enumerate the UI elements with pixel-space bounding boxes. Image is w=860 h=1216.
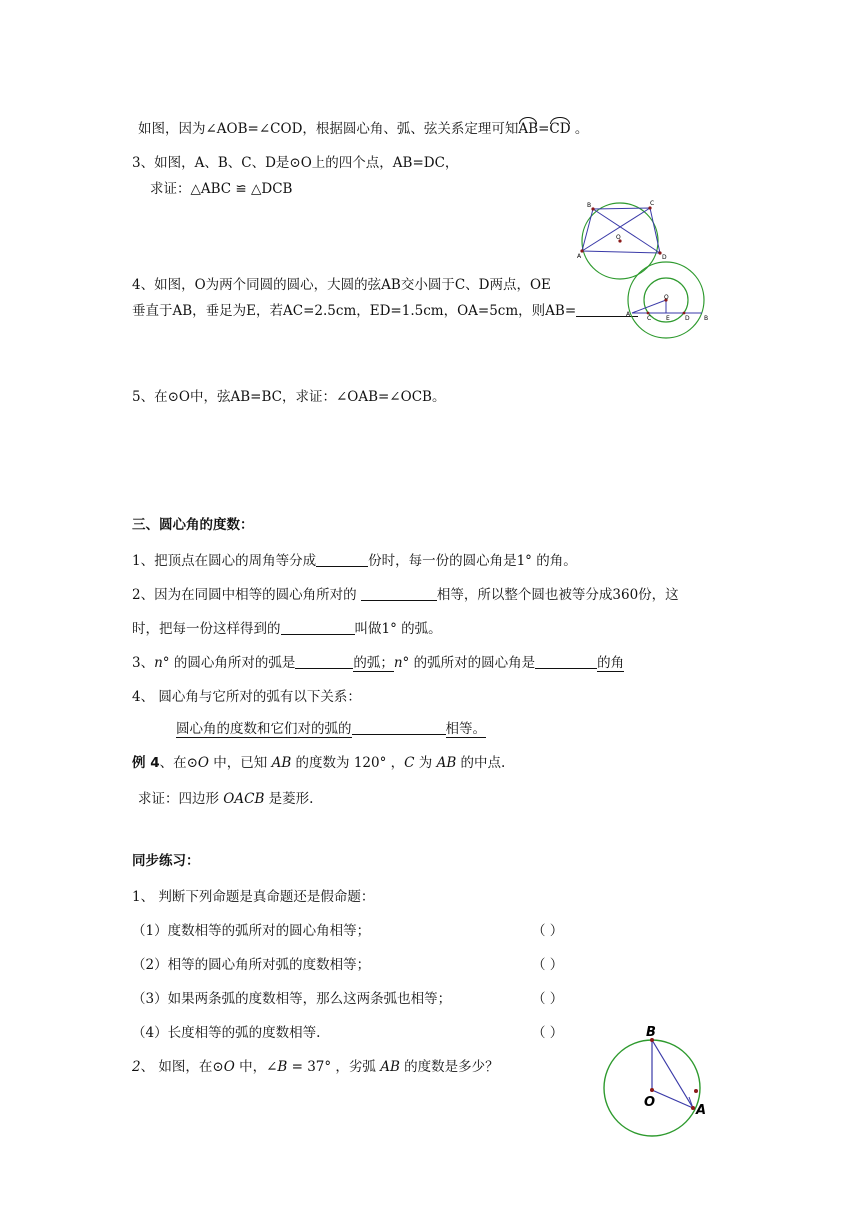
section3-heading: 三、圆心角的度数：: [132, 517, 254, 533]
ex4-oacb: OACB: [223, 791, 265, 807]
q2-d: 的度数是多少？: [399, 1059, 499, 1075]
q2-prefix: 2: [132, 1059, 141, 1075]
s3-item2: [132, 586, 679, 604]
fig4-label-d: D: [685, 315, 690, 322]
s3-item3-c: ° 的弧所对的圆心角是: [402, 655, 536, 671]
ex4-b: 中，已知: [208, 755, 272, 771]
s3-item1-blank[interactable]: [316, 552, 368, 567]
intro-line: [138, 120, 588, 138]
ex4-line2-b: 是菱形.: [264, 791, 314, 807]
s3-item2-blank2[interactable]: [281, 620, 355, 635]
intro-eq: =: [538, 121, 550, 137]
fig3-label-c: C: [650, 200, 655, 207]
fig4-label-e: E: [666, 315, 670, 322]
ex4-line2-a: 求证：四边形: [138, 791, 224, 807]
q4-line1: 4、如图，O为两个同圆的圆心，大圆的弦AB交小圆于C、D两点，OE: [132, 277, 551, 293]
fig3-label-b: B: [587, 202, 592, 209]
q4-line2-text: 垂直于AB，垂足为E，若AC=2.5cm，ED=1.5cm，OA=5cm，则AB=: [132, 303, 577, 319]
s3-item1: [132, 552, 577, 570]
q3-line2: 求证：△ABC ≌ △DCB: [150, 181, 293, 197]
paren-1[interactable]: （ ）: [532, 923, 564, 939]
s3-item2-c: 时，把每一份这样得到的: [132, 621, 281, 637]
s3-item3-prefix: 3、: [132, 655, 155, 671]
intro-text: 如图，因为∠AOB=∠COD，根据圆心角、弧、弦关系定理可知: [138, 121, 519, 137]
fig5-label-a: A: [696, 1103, 707, 1118]
figure-q4: [624, 262, 714, 342]
fig5-label-b: B: [646, 1025, 656, 1040]
paren-3[interactable]: （ ）: [532, 991, 564, 1007]
q3-line1: 3、如图，A、B、C、D是⊙O上的四个点，AB=DC，: [132, 155, 459, 171]
s3-item4-b: 相等。: [445, 721, 486, 737]
example4-line2: [138, 790, 313, 808]
practice-item-1: （1）度数相等的弧所对的圆心角相等；: [132, 923, 371, 939]
ex4-ab2: AB: [436, 755, 457, 771]
s3-item2-cont: [132, 620, 442, 638]
ex4-e: 的中点.: [456, 755, 506, 771]
s3-item1-b: 份时，每一份的圆心角是1° 的角。: [368, 553, 577, 569]
practice-q2: [132, 1058, 499, 1076]
example4-line1: [132, 754, 505, 772]
q2-a: 、 如图，在⊙: [140, 1059, 224, 1075]
s3-item3-d: 的角: [597, 655, 625, 671]
s3-item3-blank1[interactable]: [295, 654, 353, 669]
ex4-c: 的度数为 120° ，: [291, 755, 405, 771]
s3-item2-blank1[interactable]: [361, 586, 437, 601]
ex4-cpoint: C: [404, 755, 415, 771]
s3-item3-blank2[interactable]: [535, 654, 597, 669]
q4-line2: [132, 302, 638, 320]
practice-item-2: （2）相等的圆心角所对弧的度数相等；: [132, 957, 371, 973]
s3-item2-d: 叫做1° 的弧。: [354, 621, 442, 637]
fig5-label-o: O: [644, 1095, 656, 1110]
fig4-label-b: B: [704, 315, 709, 322]
fig4-label-c: C: [647, 315, 652, 322]
s3-item4: 4、 圆心角与它所对的弧有以下关系：: [132, 689, 361, 705]
practice-item-3: （3）如果两条弧的度数相等，那么这两条弧也相等；: [132, 991, 452, 1007]
s3-item3-a: ° 的圆心角所对的弧是: [162, 655, 296, 671]
q2-bvar: B: [277, 1059, 288, 1075]
fig3-label-a: A: [577, 253, 582, 260]
ex4-ab: AB: [271, 755, 292, 771]
q2-ab: AB: [380, 1059, 400, 1075]
s3-item3-n1: n: [154, 655, 163, 671]
figure-q2: [596, 1020, 726, 1150]
s3-item3-b: 的弧；: [353, 655, 394, 671]
q2-o: O: [223, 1059, 235, 1075]
arc-cd: CD: [549, 121, 571, 137]
fig4-label-o: O: [664, 294, 669, 301]
q2-b: 中，∠: [234, 1059, 278, 1075]
s3-item2-b: 相等，所以整个圆也被等分成360份，这: [436, 587, 679, 603]
fig4-label-a: A: [626, 311, 631, 318]
s3-item4-blank[interactable]: [352, 720, 446, 735]
s3-item4-relation: [176, 720, 486, 738]
q5-text: 5、在⊙O中，弦AB=BC，求证：∠OAB=∠OCB。: [132, 389, 446, 405]
example4-label: 例 4: [132, 755, 160, 771]
s3-item4-a: 圆心角的度数和它们对的弧的: [176, 721, 352, 737]
q2-c: = 37° ，劣弧: [287, 1059, 381, 1075]
fig3-label-o: O: [616, 234, 621, 241]
intro-end: 。: [570, 121, 589, 137]
ex4-a: 、在⊙: [159, 755, 198, 771]
fig3-label-d: D: [662, 254, 667, 261]
paren-2[interactable]: （ ）: [532, 957, 564, 973]
paren-4[interactable]: （ ）: [532, 1025, 564, 1041]
arc-ab: AB: [518, 121, 539, 137]
practice-q1: 1、 判断下列命题是真命题还是假命题：: [132, 889, 375, 905]
s3-item3-n2: n: [393, 655, 403, 671]
s3-item3: [132, 654, 624, 672]
s3-item1-a: 1、把顶点在圆心的周角等分成: [132, 553, 317, 569]
ex4-o: O: [197, 755, 209, 771]
s3-item2-a: 2、因为在同圆中相等的圆心角所对的: [132, 587, 357, 603]
ex4-d: 为: [414, 755, 437, 771]
practice-heading: 同步练习：: [132, 853, 200, 869]
practice-item-4: （4）长度相等的弧的度数相等.: [132, 1025, 321, 1041]
